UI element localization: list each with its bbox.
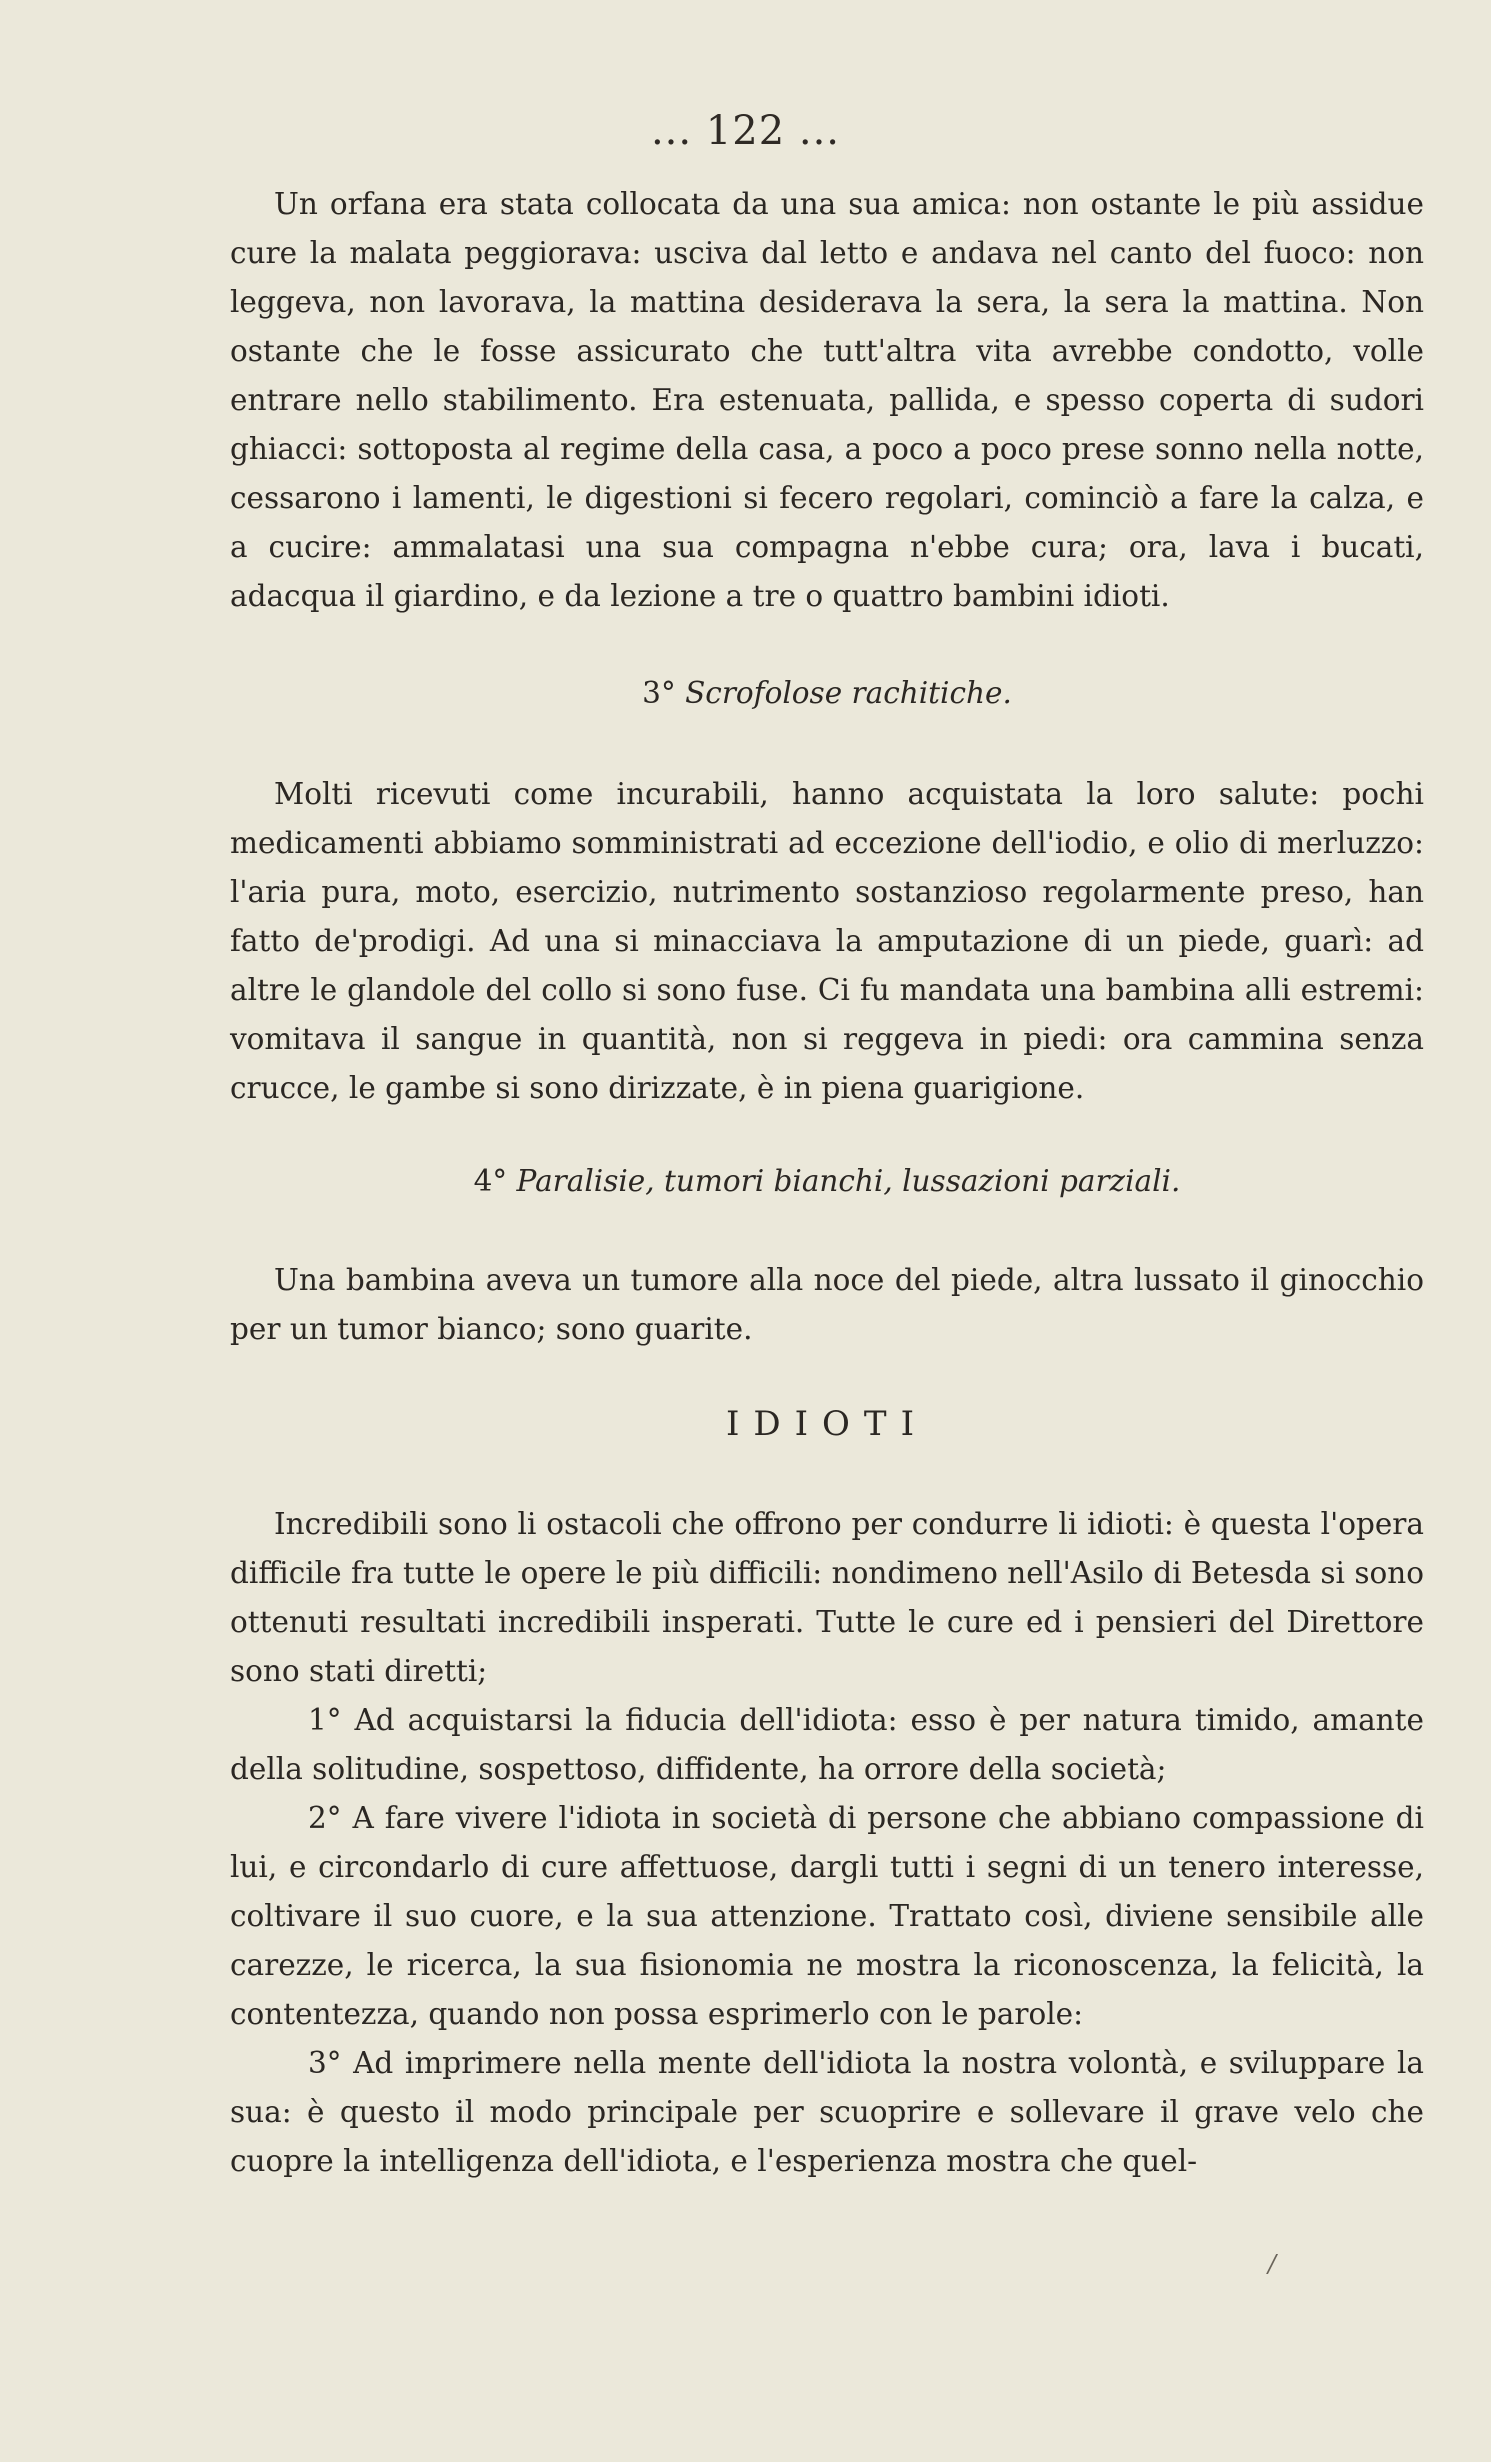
heading-4-number: 4°: [473, 1164, 508, 1198]
heading-4-title: Paralisie, tumori bianchi, lussazioni parziali.: [516, 1164, 1181, 1198]
idioti-item-1: 1° Ad acquistarsi la fiducia dell'idiota: esso è per natura timido, amante della solitudine, sospettoso, diffidente, ha orrore della società;: [230, 1703, 1424, 1786]
idioti-item-3: 3° Ad imprimere nella mente dell'idiota la nostra volontà, e sviluppare la sua: è questo il modo principale per scuoprire e sollevare il grave velo che cuopre la intelligenza dell'idiota, e l'esperienza mostra che quel-: [230, 2046, 1424, 2178]
paragraph-3-block: [230, 770, 1424, 1113]
heading-3-title: Scrofolose rachitiche.: [685, 676, 1012, 710]
page-mark: /: [1268, 2250, 1277, 2278]
heading-paralisie: [230, 1164, 1424, 1198]
idioti-list: [230, 1696, 1424, 2186]
idioti-item-2: 2° A fare vivere l'idiota in società di persone che abbiano compassione di lui, e circondarlo di cure affettuose, dargli tutti i segni di un tenero interesse, coltivare il suo cuore, e la sua attenzione. Trattato così, diviene sensibile alle carezze, le ricerca, la sua fisionomia ne mostra la riconoscenza, la felicità, la contentezza, quando non possa esprimerlo con le parole:: [230, 1801, 1424, 2031]
paragraph-3: Molti ricevuti come incurabili, hanno acquistata la loro salute: pochi medicamenti abbiamo somministrati ad eccezione dell'iodio, e olio di merluzzo: l'aria pura, moto, esercizio, nutrimento sostanzioso regolarmente preso, han fatto de'prodigi. Ad una si minacciava la amputazione di un piede, guarì: ad altre le glandole del collo si sono fuse. Ci fu mandata una bambina alli estremi: vomitava il sangue in quantità, non si reggeva in piedi: ora cammina senza crucce, le gambe si sono dirizzate, è in piena guarigione.: [230, 777, 1424, 1105]
intro-paragraph: Un orfana era stata collocata da una sua amica: non ostante le più assidue cure la malata peggiorava: usciva dal letto e andava nel canto del fuoco: non leggeva, non lavorava, la mattina desiderava la sera, la sera la mattina. Non ostante che le fosse assicurato che tutt'altra vita avrebbe condotto, volle entrare nello stabilimento. Era estenuata, pallida, e spesso coperta di sudori ghiacci: sottoposta al regime della casa, a poco a poco prese sonno nella notte, cessarono i lamenti, le digestioni si fecero regolari, cominciò a fare la calza, e a cucire: ammalatasi una sua compagna n'ebbe cura; ora, lava i bucati, adacqua il giardino, e da lezione a tre o quattro bambini idioti.: [230, 187, 1424, 613]
heading-3-number: 3°: [642, 676, 676, 710]
paragraph-4-block: [230, 1256, 1424, 1354]
paragraph-4: Una bambina aveva un tumore alla noce del piede, altra lussato il ginocchio per un tumor bianco; sono guarite.: [230, 1263, 1424, 1346]
idioti-intro-block: [230, 1500, 1424, 1696]
section-title-idioti: IDIOTI: [725, 1404, 929, 1444]
intro-paragraph-block: [230, 180, 1424, 621]
page-number: ... 122 ...: [650, 108, 841, 154]
heading-scrofolose: [230, 676, 1424, 710]
idioti-intro: Incredibili sono li ostacoli che offrono per condurre li idioti: è questa l'opera difficile fra tutte le opere le più difficili: nondimeno nell'Asilo di Betesda si sono ottenuti resultati incredibili insperati. Tutte le cure ed i pensieri del Direttore sono stati diretti;: [230, 1507, 1424, 1688]
